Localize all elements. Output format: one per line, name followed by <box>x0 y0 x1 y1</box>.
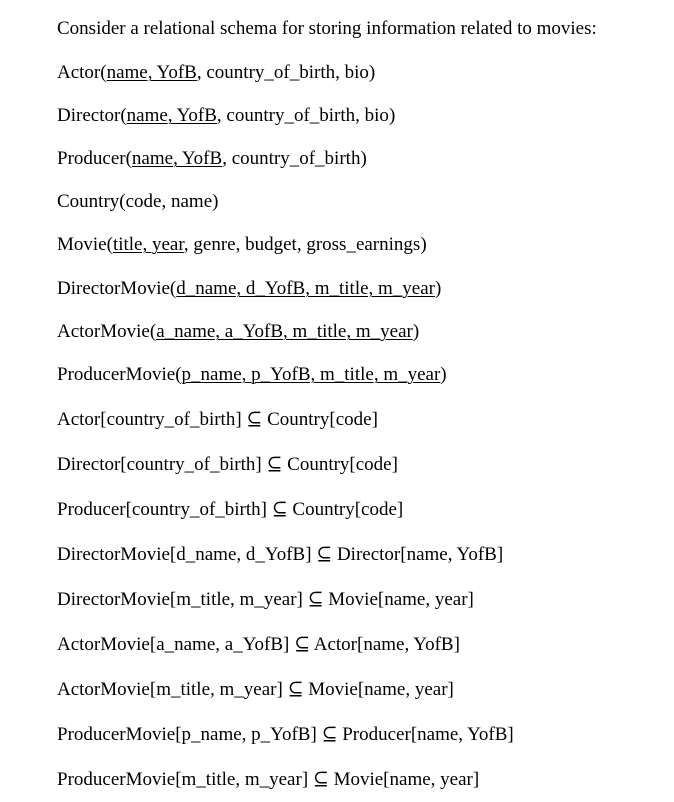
relation-director: Director(name, YofB, country_of_birth, bio) <box>57 105 396 126</box>
relation-name: DirectorMovie <box>57 278 170 299</box>
relation-name: Director <box>57 105 121 126</box>
constraint-line: Actor[country_of_birth] ⊆ Country[code] <box>57 409 378 430</box>
subset-symbol: ⊆ <box>321 724 338 745</box>
relation-country: Country(code, name) <box>57 191 219 212</box>
relation-name: ActorMovie <box>57 321 150 342</box>
subset-symbol: ⊆ <box>287 679 304 700</box>
constraint-line: DirectorMovie[m_title, m_year] ⊆ Movie[name, year] <box>57 589 474 610</box>
intro-text: Consider a relational schema for storing information related to movies: <box>57 18 597 39</box>
relation-actormovie: ActorMovie(a_name, a_YofB, m_title, m_year) <box>57 321 420 342</box>
primary-key: p_name, p_YofB, m_title, m_year <box>181 364 441 385</box>
subset-symbol: ⊆ <box>246 409 263 430</box>
subset-symbol: ⊆ <box>312 769 329 790</box>
subset-symbol: ⊆ <box>266 454 283 475</box>
relation-name: Country <box>57 191 120 212</box>
primary-key: a_name, a_YofB, m_title, m_year <box>156 321 413 342</box>
relation-producermovie: ProducerMovie(p_name, p_YofB, m_title, m_year) <box>57 364 447 385</box>
constraint-line: ProducerMovie[p_name, p_YofB] ⊆ Producer[name, YofB] <box>57 724 514 745</box>
subset-symbol: ⊆ <box>271 499 288 520</box>
constraint-line: ActorMovie[m_title, m_year] ⊆ Movie[name, year] <box>57 679 454 700</box>
primary-key: name, YofB <box>126 105 217 126</box>
primary-key: title, year <box>112 234 184 255</box>
relation-producer: Producer(name, YofB, country_of_birth) <box>57 148 367 169</box>
primary-key: name, YofB <box>106 62 197 83</box>
subset-symbol: ⊆ <box>294 634 311 655</box>
constraint-line: Director[country_of_birth] ⊆ Country[code] <box>57 454 398 475</box>
relation-actor: Actor(name, YofB, country_of_birth, bio) <box>57 62 376 83</box>
relation-movie: Movie(title, year, genre, budget, gross_earnings) <box>57 234 427 255</box>
relation-directormovie: DirectorMovie(d_name, d_YofB, m_title, m_year) <box>57 278 442 299</box>
relation-name: Producer <box>57 148 126 169</box>
primary-key: name, YofB <box>131 148 223 169</box>
subset-symbol: ⊆ <box>316 544 333 565</box>
relation-name: Actor <box>57 62 101 83</box>
constraint-line: Producer[country_of_birth] ⊆ Country[code] <box>57 499 404 520</box>
primary-key: d_name, d_YofB, m_title, m_year <box>176 278 435 299</box>
subset-symbol: ⊆ <box>307 589 324 610</box>
constraint-line: ActorMovie[a_name, a_YofB] ⊆ Actor[name, YofB] <box>57 634 460 655</box>
constraint-line: ProducerMovie[m_title, m_year] ⊆ Movie[name, year] <box>57 769 480 790</box>
relation-name: Movie <box>57 234 107 255</box>
constraint-line: DirectorMovie[d_name, d_YofB] ⊆ Director[name, YofB] <box>57 544 504 565</box>
relation-name: ProducerMovie <box>57 364 176 385</box>
